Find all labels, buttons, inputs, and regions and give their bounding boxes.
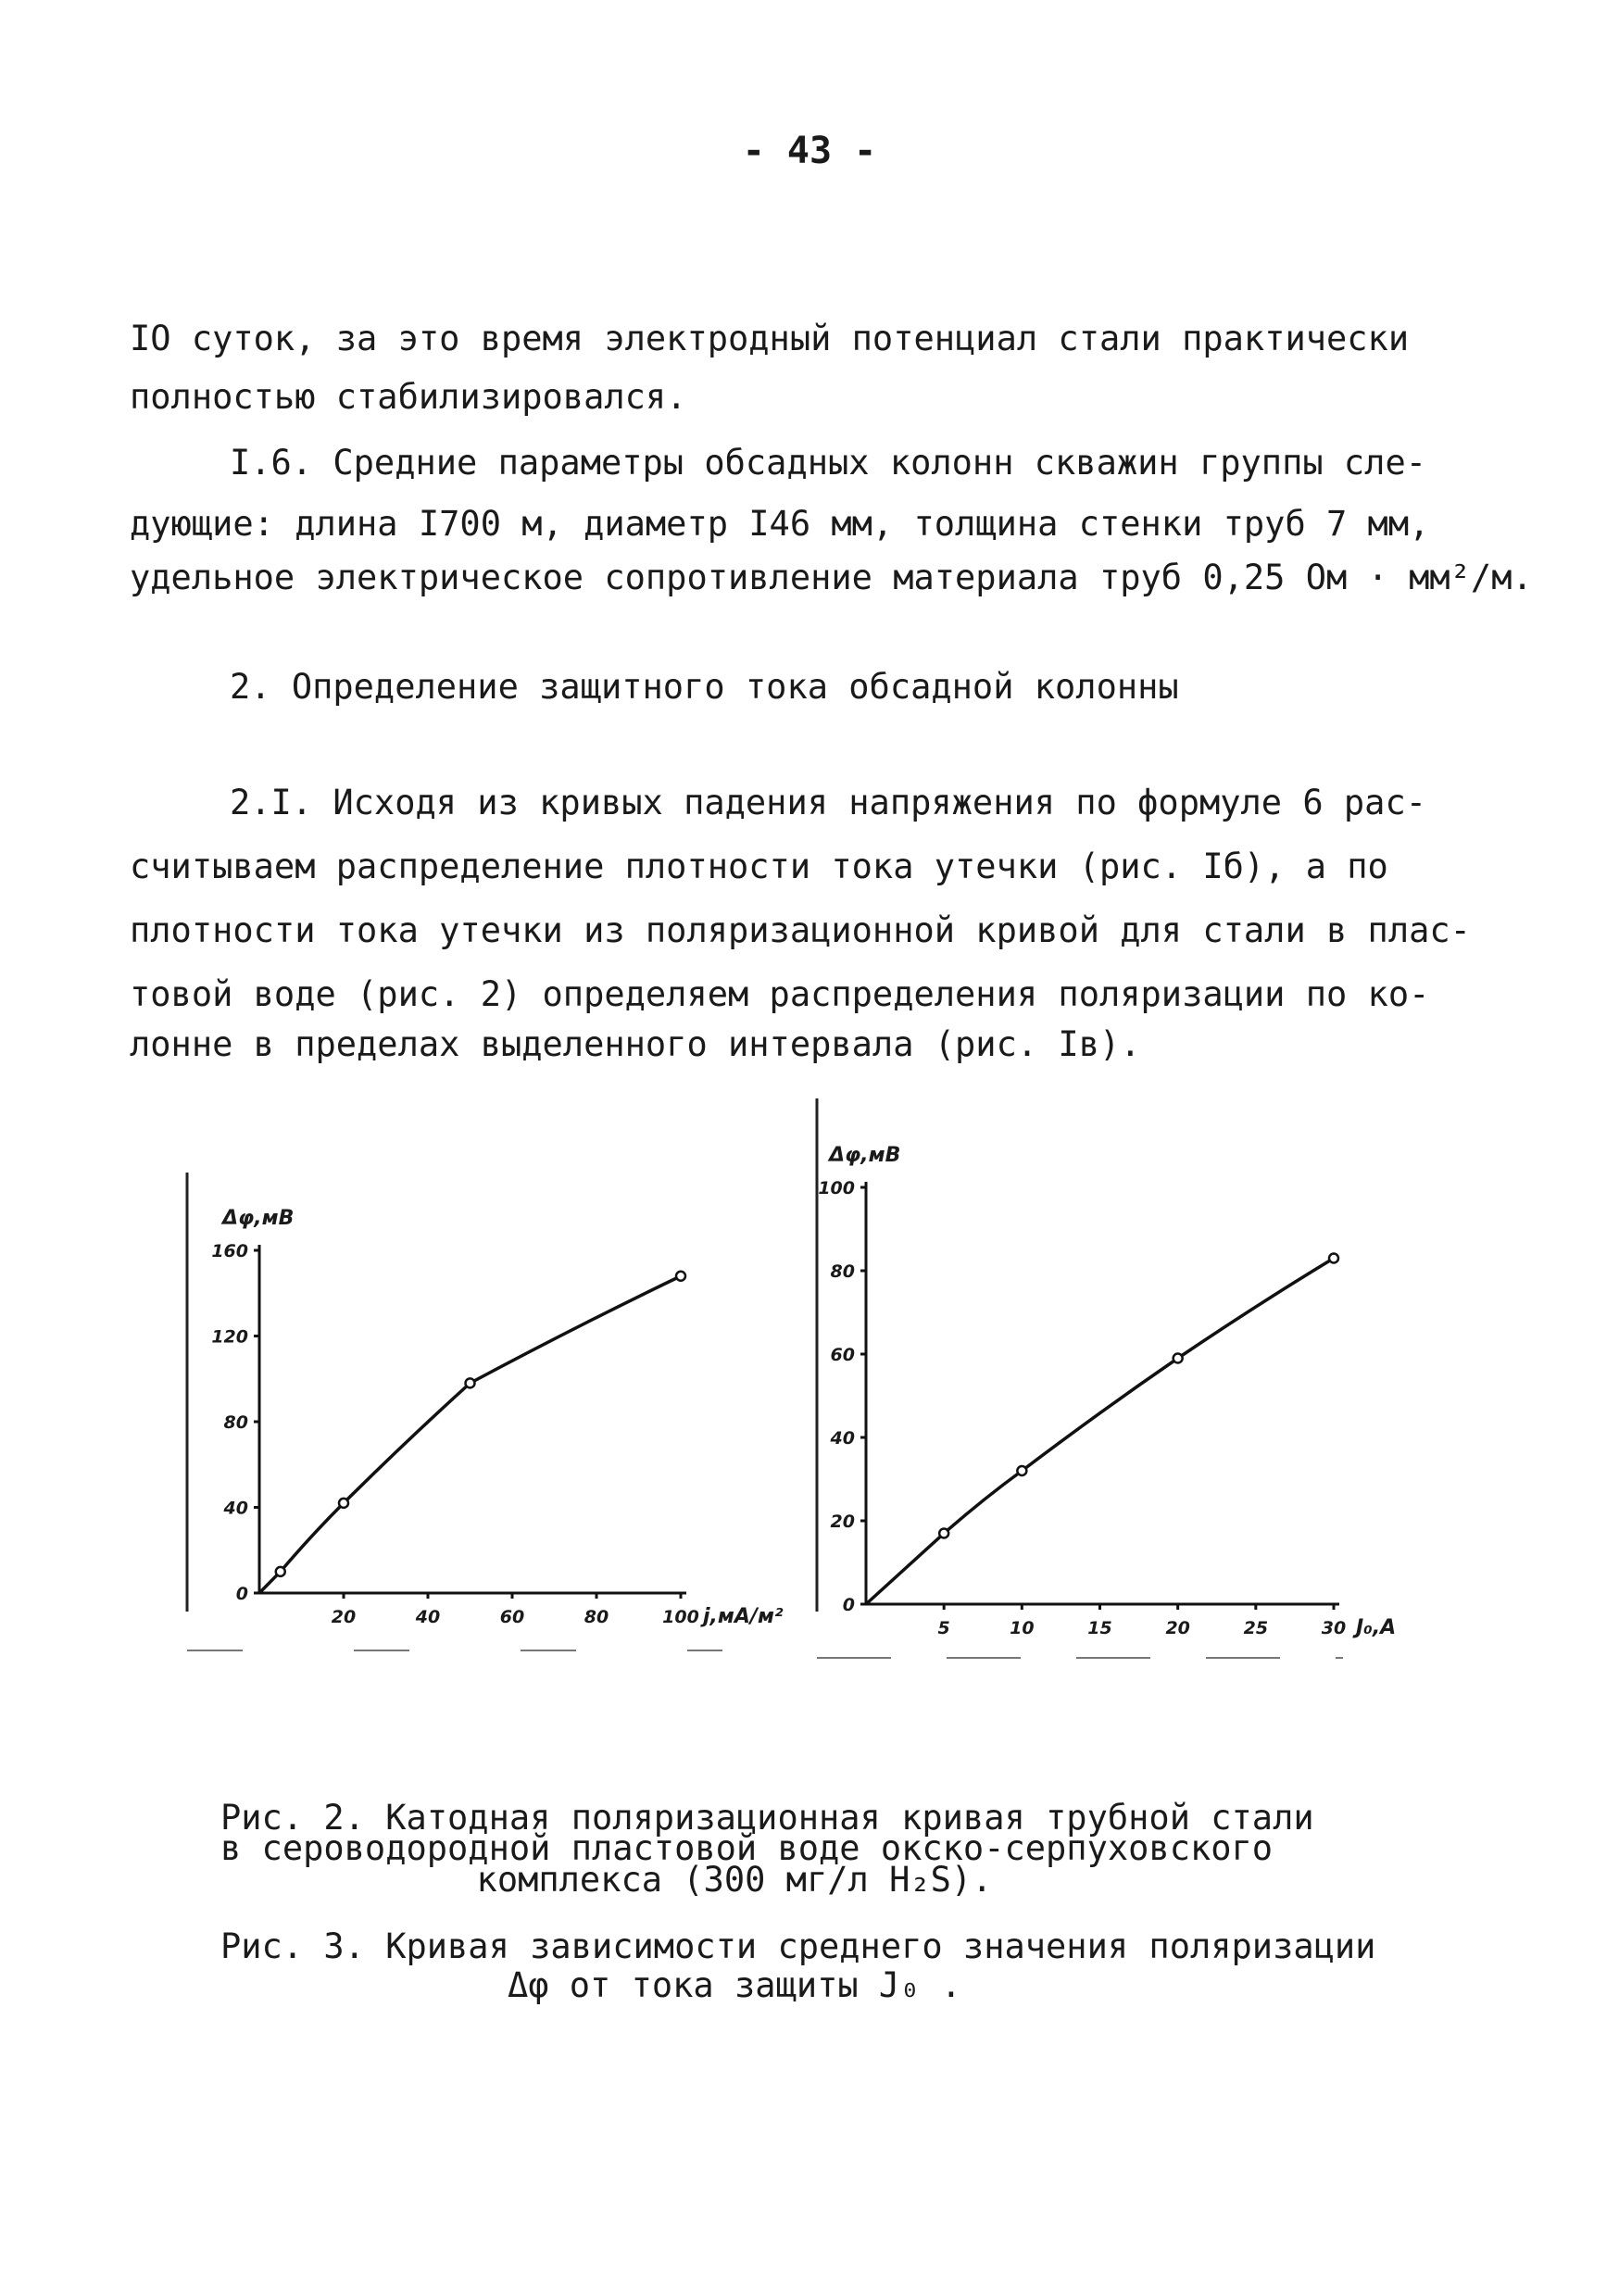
y-tick-label: 100 bbox=[818, 1178, 855, 1198]
x-axis-label: J₀,А bbox=[1356, 1616, 1397, 1639]
figure-3-caption-line: Δφ от тока защиты J₀ . bbox=[507, 1965, 962, 2005]
data-point bbox=[939, 1529, 948, 1538]
data-point bbox=[676, 1272, 685, 1281]
x-tick-label: 40 bbox=[415, 1607, 441, 1627]
x-tick-label: 10 bbox=[1010, 1618, 1035, 1638]
x-tick-label: 25 bbox=[1243, 1618, 1269, 1638]
y-tick-label: 40 bbox=[830, 1428, 855, 1449]
paragraph-line: I.6. Средние параметры обсадных колонн скважин группы сле- bbox=[230, 443, 1427, 483]
y-tick-label: 160 bbox=[211, 1241, 248, 1261]
y-tick-label: 20 bbox=[830, 1512, 855, 1532]
section-heading: 2. Определение защитного тока обсадной колонны bbox=[230, 667, 1179, 707]
paragraph-line: считываем распределение плотности тока утечки (рис. Iб), а по bbox=[130, 847, 1388, 886]
x-axis-label: j,мА/м² bbox=[703, 1605, 784, 1628]
x-tick-label: 15 bbox=[1087, 1618, 1112, 1638]
data-point bbox=[1329, 1254, 1338, 1263]
x-tick-label: 80 bbox=[584, 1607, 609, 1627]
y-tick-label: 60 bbox=[830, 1345, 855, 1365]
figure-2-caption-line: Рис. 2. Катодная поляризационная кривая трубной стали bbox=[220, 1798, 1314, 1838]
series-line bbox=[866, 1259, 1334, 1605]
x-tick-label: 60 bbox=[499, 1607, 525, 1627]
y-axis-label: Δφ,мВ bbox=[829, 1144, 901, 1167]
figure-3-chart bbox=[797, 1093, 1408, 1686]
figure-2-caption-line: в сероводородной пластовой воде окско-серпуховского bbox=[220, 1828, 1274, 1868]
y-tick-label: 80 bbox=[830, 1261, 855, 1282]
paragraph-line: товой воде (рис. 2) определяем распределения поляризации по ко- bbox=[130, 974, 1430, 1014]
y-tick-label: 80 bbox=[223, 1412, 248, 1433]
x-tick-label: 20 bbox=[331, 1607, 357, 1627]
x-tick-label: 30 bbox=[1321, 1618, 1347, 1638]
y-tick-label: 0 bbox=[235, 1584, 248, 1604]
series-line bbox=[259, 1276, 681, 1593]
y-tick-label: 120 bbox=[211, 1326, 248, 1348]
figure-2-caption-line: комплекса (300 мг/л H₂S). bbox=[476, 1860, 993, 1900]
figure-3-caption-line: Рис. 3. Кривая зависимости среднего значения поляризации bbox=[220, 1926, 1376, 1966]
paragraph-line: 2.I. Исходя из кривых падения напряжения по формуле 6 рас- bbox=[230, 783, 1427, 822]
data-point bbox=[466, 1378, 475, 1387]
paragraph-line: плотности тока утечки из поляризационной кривой для стали в плас- bbox=[130, 910, 1471, 950]
data-point bbox=[339, 1499, 348, 1508]
paragraph-line: дующие: длина I700 м, диаметр I46 мм, толщина стенки труб 7 мм, bbox=[130, 504, 1430, 544]
figure-2-chart bbox=[167, 1158, 815, 1676]
data-point bbox=[1173, 1354, 1183, 1363]
paragraph-line: удельное электрическое сопротивление материала труб 0,25 Ом · мм²/м. bbox=[130, 558, 1533, 597]
y-tick-label: 0 bbox=[842, 1595, 855, 1615]
x-tick-label: 100 bbox=[662, 1607, 699, 1627]
y-axis-label: Δφ,мВ bbox=[222, 1207, 295, 1230]
data-point bbox=[276, 1567, 285, 1576]
paragraph-line: полностью стабилизировался. bbox=[130, 377, 687, 417]
paragraph-line: IO суток, за это время электродный потенциал стали практически bbox=[130, 319, 1410, 358]
x-tick-label: 5 bbox=[937, 1618, 950, 1638]
y-tick-label: 40 bbox=[223, 1498, 248, 1519]
paragraph-line: лонне в пределах выделенного интервала (рис. Iв). bbox=[130, 1024, 1141, 1064]
page-number: - 43 - bbox=[742, 130, 877, 172]
x-tick-label: 20 bbox=[1165, 1618, 1190, 1638]
data-point bbox=[1017, 1466, 1026, 1475]
